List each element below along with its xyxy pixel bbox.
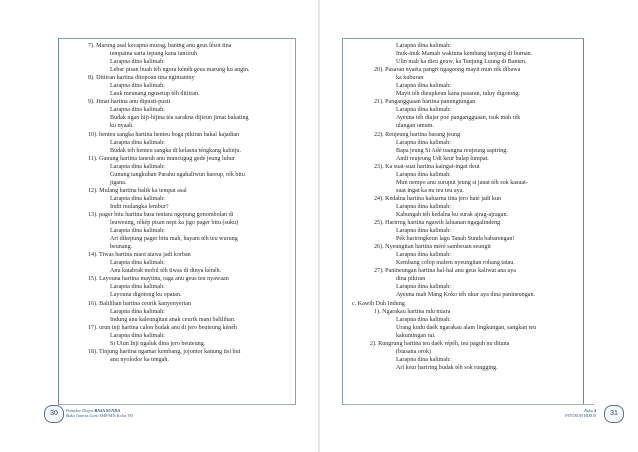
text-line: leuweung, rékép pisan nepi ka jigo pager bitu (suku) bbox=[110, 220, 239, 227]
text-line: Kabungah téh kedalna ku surak ajrag-ajragan. bbox=[396, 211, 509, 218]
text-line: 21). Pangangguaan hartina panungtungan bbox=[374, 99, 476, 106]
right-page-number: 31 bbox=[604, 405, 624, 423]
text-line: suat ingat ka nu teu teu aya. bbox=[396, 187, 464, 194]
text-line: ulangan umum. bbox=[396, 123, 434, 130]
text-line: jigana. bbox=[110, 179, 127, 186]
text-line: Larapna dina kalimah: bbox=[110, 260, 165, 267]
left-footer-rule bbox=[62, 404, 292, 405]
text-line: beunang. bbox=[110, 244, 133, 251]
text-line: Ulin mah ka dieu geuw, ka Tanjung Luung di Banten. bbox=[396, 59, 527, 66]
text-line: 16). Balilihan hartina ceurik kanyenyerian bbox=[88, 300, 192, 307]
text-line: 22). Reujeung hartina barang jeung bbox=[374, 131, 461, 138]
text-line: 9). Jimat hartina anu dipusti-pusti bbox=[88, 99, 171, 106]
right-page-text bbox=[352, 42, 578, 372]
text-line: 24). Kedalna hartina kaluarna tina jero haté jadi kun bbox=[374, 195, 502, 202]
left-footer bbox=[66, 408, 133, 418]
text-line: c. Kawih Duh Indung bbox=[352, 300, 405, 307]
text-line: Kembang colop malem nyeungitan rohang tatau. bbox=[396, 260, 515, 267]
text-line: Larapna dina kalimah: bbox=[396, 107, 451, 114]
text-line: Indung anu kaleungitan anak ceurik mani balilihan. bbox=[110, 316, 236, 323]
text-line: Bapa jeung Si Adé tuangna reujeung sapiring. bbox=[396, 147, 508, 154]
text-line: Gunung tangkuban Parahu ngahaliwun hareup, rék bitu bbox=[110, 171, 245, 178]
text-line: 8). Ditiiran hartina ditopoan tina ngimantuy bbox=[88, 75, 195, 82]
text-line: Larapna dina kalimah: bbox=[110, 59, 165, 66]
text-line: 26). Nyeungitan hartina mérè sambeuan seungit bbox=[374, 244, 491, 251]
text-line: Mun nempo anu suruput jeung si janat téh sok kasuat- bbox=[396, 179, 528, 186]
text-line: 11). Gunung hartina taneuh anu muncugug gedé jeung luhur bbox=[88, 155, 235, 162]
text-line: dina pikiran bbox=[396, 276, 426, 283]
text-line: 25). Harirmg hartina ngawih laluanan ngagalindeng bbox=[374, 220, 501, 227]
text-line: Larapna dina kalimah: bbox=[396, 228, 451, 235]
left-page bbox=[0, 0, 318, 452]
text-line: Larapna dina kalimah: bbox=[396, 284, 451, 291]
text-line: tempatna sarta tepung kana tanceuh bbox=[110, 51, 197, 58]
text-line: Larapna dina kalimah: bbox=[396, 43, 451, 49]
text-line: Larapna dina kalimah: bbox=[110, 228, 165, 235]
text-line: Indit mulangka lembur? bbox=[110, 203, 169, 210]
text-line: Larapna dina kalimah: bbox=[110, 139, 165, 146]
right-page bbox=[320, 0, 638, 452]
text-line: Budak ngan hiji-hijina téa sarakna dijieun jimat bakating bbox=[110, 115, 249, 122]
text-line: Anu katabrak mobil téh tiwas di dinya kénéh. bbox=[110, 268, 222, 275]
right-footer-subtitle: PITURUH HIRUS bbox=[564, 413, 596, 418]
text-line: 23). Ka suat-suat hartina kaingat-ingat deui bbox=[374, 163, 480, 170]
text-line: Larapna dina kalimah: bbox=[396, 83, 451, 90]
left-page-text bbox=[74, 42, 284, 364]
left-footer-subtitle: Buku Tuturus Guru SMP/MTs Kelas VII bbox=[66, 413, 133, 418]
text-line: Larapna dina kalimah: bbox=[110, 107, 165, 114]
text-line: 1). Ngarakau hartina ndu miara bbox=[374, 308, 451, 315]
text-line: ka kuburan bbox=[396, 75, 424, 82]
text-line: Andi reujeung Udi keur balap lumpat. bbox=[396, 155, 489, 162]
text-line: Larapna dina kalimah: bbox=[110, 308, 165, 315]
text-line: Mayit téh dieupkeun kana pasaran, tuluy digotong. bbox=[396, 91, 520, 98]
text-line: kakumingan rai. bbox=[396, 332, 436, 339]
left-footer-title-bold: BASA SUNDA bbox=[94, 408, 121, 413]
right-footer-title-bold: 4 bbox=[593, 408, 596, 413]
text-line: Pék hariringkeun lagu Tanah Sunda babarengan! bbox=[396, 236, 515, 243]
right-footer bbox=[565, 408, 596, 418]
text-line: Layouna digotong ku opatan. bbox=[110, 292, 182, 299]
text-line: Larapna dina kalimah: bbox=[110, 332, 165, 339]
text-line: Larapna dina kalimah: bbox=[396, 139, 451, 146]
text-line: 27). Panineungan hartina hal-hal anu geus kaliwat ana aya bbox=[374, 268, 516, 275]
text-line: Larapna dina kalimah: bbox=[110, 195, 165, 202]
text-line: Urang kudu daék ngarakau alam lingkungan, sangkan teu bbox=[396, 324, 537, 331]
text-line: Larapna dina kalimah: bbox=[396, 171, 451, 178]
text-line: 15). Layouna hartina mayitna, raga anu geus teu nyawaan bbox=[88, 276, 229, 283]
text-line: Inuk-inuk Mamah waktuna kembang tanjung di burnan. bbox=[396, 51, 533, 58]
text-line: Lebar pisan buah téh ngora kénéh geus marung ku angin. bbox=[110, 67, 250, 74]
left-page-number: 30 bbox=[44, 405, 64, 423]
text-line: Larapna dina kalimah: bbox=[110, 83, 165, 90]
text-line: 2). Rungrung hartina teu daék répéh, teu paguh nu dituna bbox=[370, 340, 510, 347]
text-line: 20). Pasaran nyaéta pangri ngagoong mayit mun rék dibawa bbox=[374, 67, 521, 74]
text-line: Larapna dina kalimah: bbox=[110, 284, 165, 291]
text-line: Larapna dina kalimah: bbox=[396, 203, 451, 210]
text-line: (biasana orok) bbox=[396, 348, 432, 355]
right-footer-rule bbox=[344, 404, 594, 405]
text-line: Ari dikepung pager bitu mah, hayam téh teu wurung bbox=[110, 236, 238, 243]
text-line: Ari keur hariring budak téh sok rungging. bbox=[396, 364, 498, 371]
text-line: 7). Marung asal kecapna murag, bantng anu geus lésot tina bbox=[88, 43, 232, 49]
text-line: Larapna dina kalimah: bbox=[396, 356, 451, 363]
text-line: 17). urun inji hartina calon budak anu di jero beuteung kénéh bbox=[88, 324, 238, 331]
text-line: Budak téh henteu sangka di kelasna téngkang kalinju. bbox=[110, 147, 241, 154]
text-line: Larapna dina kalimah: bbox=[110, 163, 165, 170]
text-line: 13). pager bitu hartina basa tentara ngepung gonombolan di bbox=[88, 211, 234, 218]
text-line: 10). henteu sangka hartina henteu boga pikiran bakal kajadian bbox=[88, 131, 240, 138]
text-line: 18). Tinjung hartina ngamar kembang, jojontor kanung tisi but bbox=[88, 348, 241, 355]
right-footer-title-prefix: Buku bbox=[584, 408, 593, 413]
text-line: Lauk meunang ngusetup téh ditiiran. bbox=[110, 91, 200, 98]
text-line: Larapna dina kalimah: bbox=[396, 252, 451, 259]
left-footer-title-prefix: Pamekar Diajar bbox=[66, 408, 94, 413]
text-line: Ayeuna téh diajar poé pangangguaan, isuk mah rék bbox=[396, 115, 521, 122]
text-line: Larapna dina kalimah: bbox=[396, 316, 451, 323]
text-line: Si Utun Inji ngaluk dina jero beuteung. bbox=[110, 340, 206, 347]
text-line: ku nyaah. bbox=[110, 123, 134, 130]
text-line: 12). Mulang hartina balik ka tempat asal bbox=[88, 187, 187, 194]
text-line: Ayeuna mah Mang Koko téh ukur aya dina panineungan. bbox=[396, 292, 536, 299]
text-line: anu nyolodor ka tengah. bbox=[110, 356, 169, 363]
text-line: 14). Tiwas hartina maot atawa jadi korban bbox=[88, 252, 191, 259]
